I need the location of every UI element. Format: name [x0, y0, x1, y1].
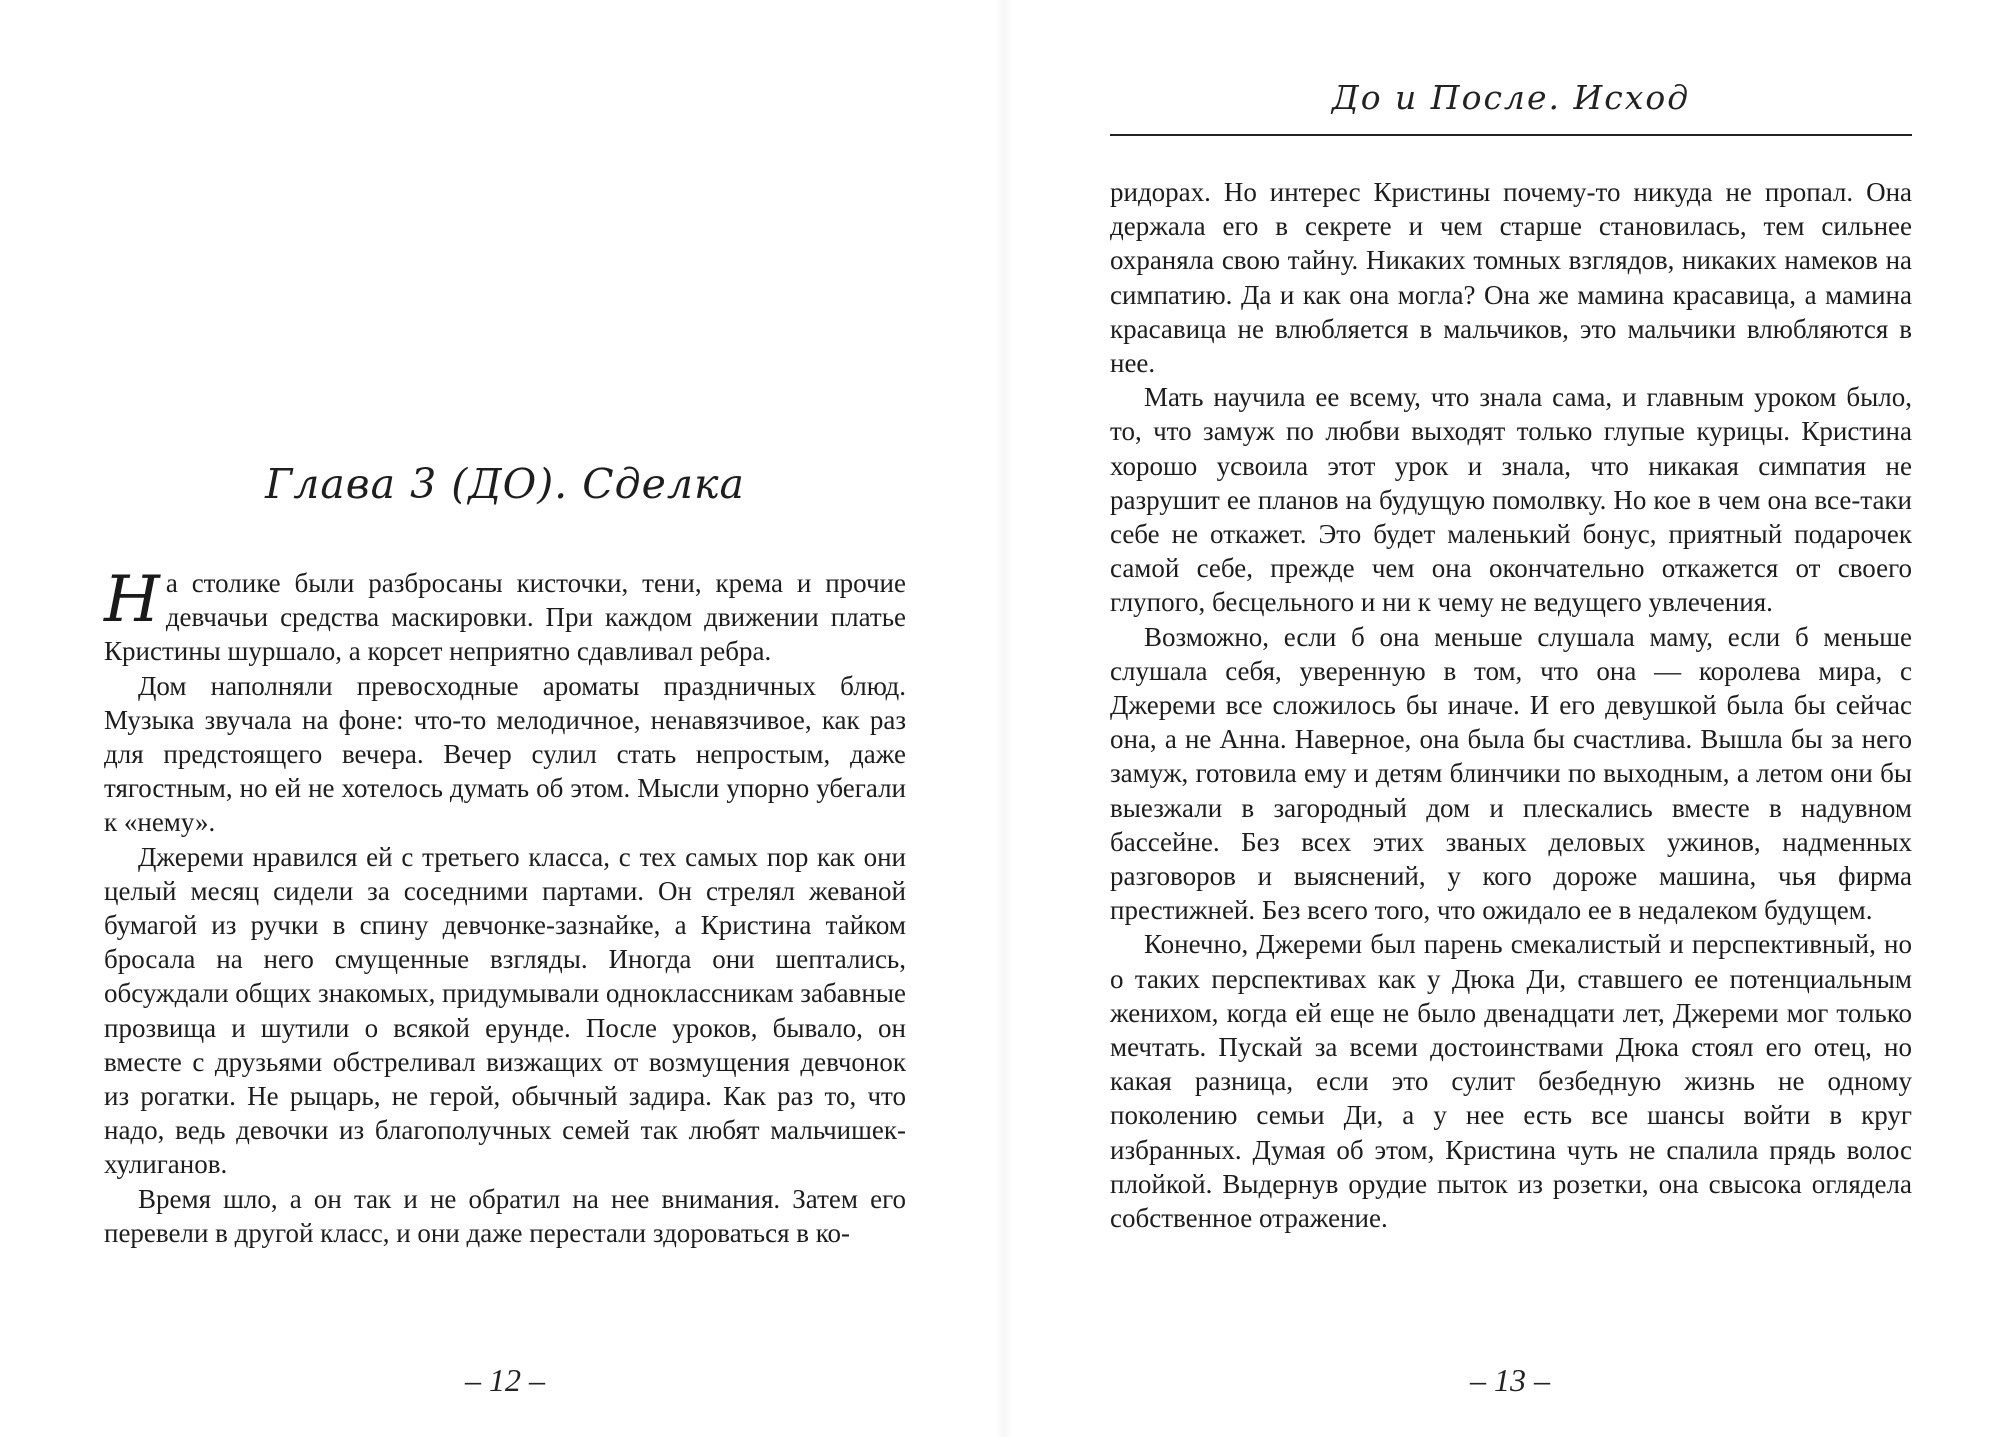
paragraph: Возможно, если б она меньше слушала маму, если б меньше слушала себя, уверенную в том, что она — королева мира, с Джереми все сложилось бы иначе. И его девушкой была бы сейчас она, а не Анна. Наверное, она была бы счастлива. Вышла бы за него замуж, готовила ему и детям блинчики по выходным, а летом они бы выезжали в загородный дом и плескались вместе в надувном бассейне. Без всех этих званых деловых ужинов, надменных разговоров и выяснений, у кого дороже машина, чья фирма престижней. Без всего того, что ожидало ее в недалеком будущем. — [1110, 621, 1912, 926]
paragraph: Время шло, а он так и не обратил на нее внимания. Затем его перевели в другой класс, и они даже перестали здороваться в ко- — [104, 1183, 906, 1248]
chapter-title: Глава 3 (ДО). Сделка — [265, 460, 745, 508]
page-number-left: – 12 – — [465, 1362, 545, 1398]
paragraph: Мать научила ее всему, что знала сама, и главным уроком было, то, что замуж по любви выходят только глупые курицы. Кристина хорошо усвоила этот урок и знала, что никакая симпатия не разрушит ее планов на будущую помолвку. Но кое в чем она все-таки себе не откажет. Это будет маленький бонус, приятный подарочек самой себе, прежде чем она окончательно откажется от своего глупого, бесцельного и ни к чему не ведущего увлечения. — [1110, 382, 1912, 618]
left-page-text — [104, 563, 906, 1250]
paragraph — [104, 563, 906, 669]
paragraph-text: а столике были разбросаны кисточки, тени, крема и прочие девчачьи средства маскировки. При каждом движении платье Кристины шуршало, а корсет неприятно сдавливал ребра. — [104, 568, 906, 667]
paragraph: Дом наполняли превосходные ароматы праздничных блюд. Музыка звучала на фоне: что-то мелодичное, ненавязчивое, как раз для предстоящего вечера. Вечер сулил стать непростым, даже тягостным, но ей не хотелось думать об этом. Мысли упорно убегали к «нему». — [104, 670, 906, 838]
paragraph: ридорах. Но интерес Кристины почему-то никуда не пропал. Она держала его в секрете и чем старше становилась, тем сильнее охраняла свою тайну. Никаких томных взглядов, никаких намеков на симпатию. Да и как она могла? Она же мамина красавица, а мамина красавица не влюбляется в мальчиков, это мальчики влюбляются в нее. — [1110, 177, 1912, 379]
right-page-text — [1110, 175, 1912, 1235]
running-head: До и После. Исход — [1331, 78, 1691, 117]
drop-cap: Н — [104, 563, 160, 637]
paragraph: Конечно, Джереми был парень смекалистый и перспективный, но о таких перспективах как у Дюка Ди, ставшего ее потенциальным женихом, когда ей еще не было двенадцати лет, Джереми мог только мечтать. Пускай за всеми достоинствами Дюка стоял его отец, но какая разница, если это сулит безбедную жизнь не одному поколению семьи Ди, а у нее есть все шансы войти в круг избранных. Думая об этом, Кристина чуть не спалила прядь волос плойкой. Выдернув орудие пыток из розетки, она свысока оглядела собственное отражение. — [1110, 929, 1912, 1234]
page-number-right: – 13 – — [1470, 1362, 1550, 1398]
header-rule — [1110, 134, 1912, 136]
paragraph: Джереми нравился ей с третьего класса, с тех самых пор как они целый месяц сидели за соседними партами. Он стрелял жеваной бумагой из ручки в спину девчонке-зазнайке, а Кристина тайком бросала на него смущенные взгляды. Иногда они шептались, обсуждали общих знакомых, придумывали одноклассникам забавные прозвища и шутили о всякой ерунде. После уроков, бывало, он вместе с друзьями обстреливал визжащих от возмущения девчонок из рогатки. Не рыцарь, не герой, обычный задира. Как раз то, что надо, ведь девочки из благополучных семей так любят мальчишек-хулиганов. — [104, 841, 906, 1180]
